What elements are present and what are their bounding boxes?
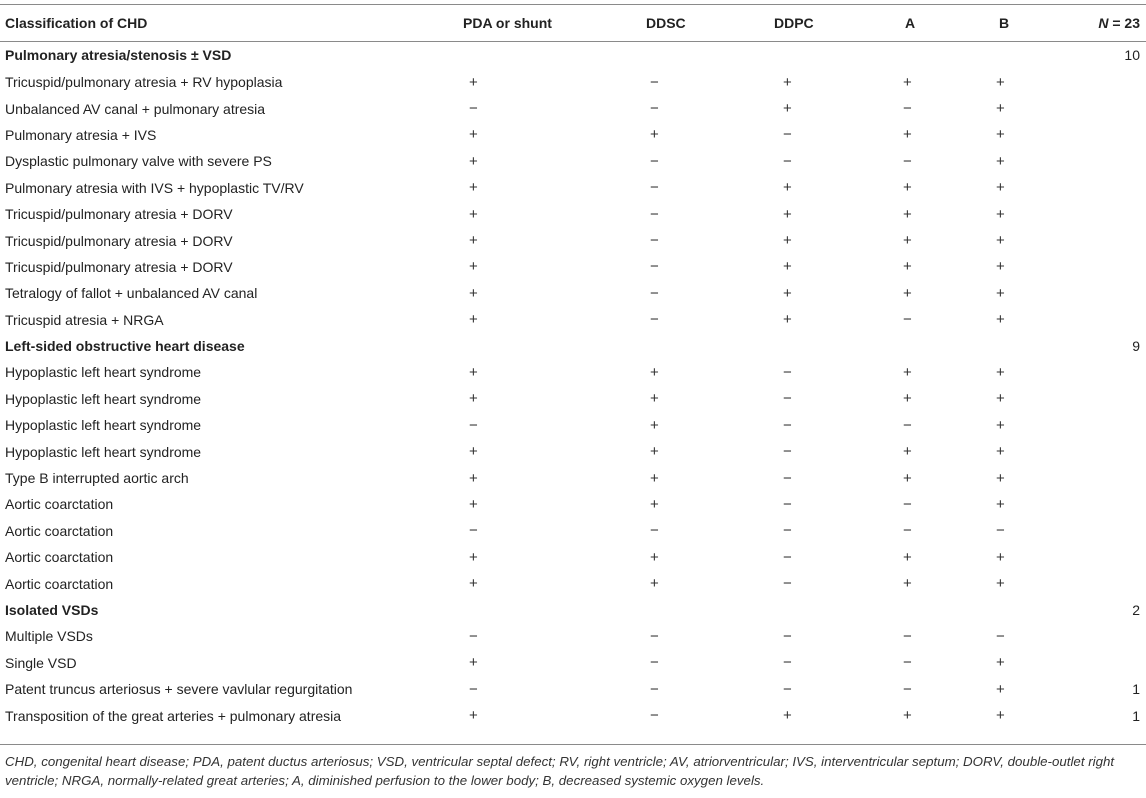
chd-classification-table	[0, 5, 1146, 729]
a-cell: +	[903, 232, 912, 250]
a-cell: +	[903, 390, 912, 408]
pda-cell: +	[469, 363, 478, 381]
a-cell: −	[903, 495, 912, 513]
count-cell	[1076, 175, 1146, 201]
ddsc-cell: −	[650, 284, 659, 302]
pda-cell: −	[469, 100, 478, 118]
header-n: N = 23	[1098, 15, 1140, 31]
b-cell: −	[996, 627, 1005, 645]
ddsc-cell: −	[650, 680, 659, 698]
count-cell	[1076, 412, 1146, 438]
row-label: Single VSD	[5, 654, 77, 671]
count-cell	[1076, 570, 1146, 596]
ddpc-cell: −	[783, 363, 792, 381]
pda-cell: +	[469, 469, 478, 487]
a-cell	[900, 333, 994, 359]
header-ddpc: DDPC	[774, 15, 814, 31]
ddpc-cell: +	[783, 179, 792, 197]
table-row	[0, 307, 1146, 333]
ddsc-cell: +	[650, 390, 659, 408]
ddpc-cell: −	[783, 126, 792, 144]
table-row	[0, 148, 1146, 174]
ddpc-cell: −	[783, 152, 792, 170]
row-label: Pulmonary atresia with IVS + hypoplastic TV/RV	[5, 179, 304, 196]
ddsc-cell: −	[650, 205, 659, 223]
table-row	[0, 69, 1146, 95]
ddsc-cell: −	[650, 73, 659, 91]
ddpc-cell: +	[783, 284, 792, 302]
pda-cell: +	[469, 258, 478, 276]
header-ddsc: DDSC	[646, 15, 686, 31]
row-label: Aortic coarctation	[5, 522, 114, 539]
count-cell	[1076, 518, 1146, 544]
ddpc-cell: −	[783, 495, 792, 513]
a-cell: +	[903, 205, 912, 223]
row-label: Tricuspid/pulmonary atresia + DORV	[5, 206, 233, 223]
count-cell	[1076, 386, 1146, 412]
count-cell	[1076, 359, 1146, 385]
ddsc-cell: −	[650, 232, 659, 250]
pda-cell: +	[469, 232, 478, 250]
row-label: Pulmonary atresia + IVS	[5, 126, 157, 143]
ddsc-cell: −	[650, 522, 659, 540]
ddpc-cell: +	[783, 258, 792, 276]
row-label: Hypoplastic left heart syndrome	[5, 390, 202, 407]
header-b: B	[999, 15, 1010, 31]
a-cell: −	[903, 311, 912, 329]
ddsc-cell	[646, 597, 774, 623]
count-cell	[1076, 491, 1146, 517]
ddsc-cell: +	[650, 443, 659, 461]
count-cell	[1076, 148, 1146, 174]
b-cell: +	[996, 654, 1005, 672]
header-a: A	[905, 15, 916, 31]
table-row	[0, 254, 1146, 280]
table-row	[0, 544, 1146, 570]
row-label: Hypoplastic left heart syndrome	[5, 417, 202, 434]
ddpc-cell: +	[783, 100, 792, 118]
table-row	[0, 386, 1146, 412]
row-label: Tricuspid/pulmonary atresia + DORV	[5, 258, 233, 275]
pda-cell: +	[469, 575, 478, 593]
ddsc-cell: +	[650, 575, 659, 593]
pda-cell: −	[469, 627, 478, 645]
ddsc-cell	[646, 333, 774, 359]
table-row	[0, 438, 1146, 464]
table-row	[0, 412, 1146, 438]
ddsc-cell: −	[650, 152, 659, 170]
count-cell: 2	[1132, 602, 1140, 618]
ddpc-cell: −	[783, 680, 792, 698]
a-cell: +	[903, 73, 912, 91]
count-cell	[1076, 69, 1146, 95]
ddpc-cell: −	[783, 469, 792, 487]
ddsc-cell: −	[650, 627, 659, 645]
table-row	[0, 227, 1146, 253]
count-cell: 10	[1124, 47, 1140, 63]
a-cell: −	[903, 100, 912, 118]
count-cell: 1	[1132, 681, 1140, 698]
ddsc-cell: +	[650, 416, 659, 434]
b-cell: +	[996, 258, 1005, 276]
table-row	[0, 623, 1146, 649]
table-row	[0, 650, 1146, 676]
ddpc-cell: −	[783, 627, 792, 645]
count-cell	[1076, 201, 1146, 227]
ddpc-cell	[774, 597, 900, 623]
ddsc-cell: −	[650, 311, 659, 329]
a-cell: −	[903, 416, 912, 434]
pda-cell: +	[469, 390, 478, 408]
a-cell: +	[903, 575, 912, 593]
pda-cell: +	[469, 707, 478, 725]
pda-cell: +	[469, 654, 478, 672]
pda-cell: +	[469, 205, 478, 223]
b-cell: +	[996, 152, 1005, 170]
table-footnote: CHD, congenital heart disease; PDA, patent ductus arteriosus; VSD, ventricular septal defect; RV, right ventricle; AV, atriorventricular; IVS, interventricular septum; DORV, double-outlet right ventricle; NRGA, normally-related great arteries; A, diminished perfusion to the lower body; B, decreased systemic oxygen levels.	[5, 754, 1115, 788]
ddsc-cell: −	[650, 258, 659, 276]
ddpc-cell	[774, 41, 900, 69]
count-cell	[1076, 438, 1146, 464]
pda-cell: −	[469, 680, 478, 698]
table-row	[0, 570, 1146, 596]
ddpc-cell: +	[783, 707, 792, 725]
ddpc-cell: +	[783, 205, 792, 223]
a-cell: −	[903, 654, 912, 672]
pda-cell: +	[469, 73, 478, 91]
row-label: Tricuspid atresia + NRGA	[5, 311, 164, 328]
count-cell	[1076, 122, 1146, 148]
row-label: Tricuspid/pulmonary atresia + DORV	[5, 232, 233, 249]
ddsc-cell: −	[650, 707, 659, 725]
a-cell: +	[903, 443, 912, 461]
pda-cell	[463, 333, 646, 359]
row-label: Transposition of the great arteries + pulmonary atresia	[5, 707, 342, 724]
b-cell: +	[996, 126, 1005, 144]
ddpc-cell: −	[783, 416, 792, 434]
header-classification: Classification of CHD	[5, 15, 148, 31]
header-pda: PDA or shunt	[463, 15, 552, 31]
b-cell: +	[996, 284, 1005, 302]
b-cell	[994, 333, 1076, 359]
row-label: Aortic coarctation	[5, 496, 114, 513]
row-label: Tetralogy of fallot + unbalanced AV canal	[5, 285, 258, 302]
pda-cell	[463, 41, 646, 69]
a-cell: −	[903, 680, 912, 698]
pda-cell: +	[469, 495, 478, 513]
bottom-rule	[0, 744, 1146, 745]
row-label: Multiple VSDs	[5, 628, 93, 645]
b-cell: +	[996, 311, 1005, 329]
ddsc-cell: −	[650, 100, 659, 118]
table-row	[0, 491, 1146, 517]
a-cell: +	[903, 126, 912, 144]
a-cell: +	[903, 548, 912, 566]
b-cell: +	[996, 416, 1005, 434]
count-cell	[1076, 280, 1146, 306]
table-row	[0, 518, 1146, 544]
row-label: Pulmonary atresia/stenosis ± VSD	[5, 47, 232, 63]
table-row	[0, 676, 1146, 702]
row-label: Unbalanced AV canal + pulmonary atresia	[5, 100, 266, 117]
ddsc-cell: −	[650, 179, 659, 197]
b-cell: +	[996, 205, 1005, 223]
group-row	[0, 41, 1146, 69]
a-cell: −	[903, 522, 912, 540]
count-cell	[1076, 650, 1146, 676]
row-label: Hypoplastic left heart syndrome	[5, 443, 202, 460]
count-cell: 9	[1132, 338, 1140, 355]
b-cell: +	[996, 390, 1005, 408]
count-cell	[1076, 95, 1146, 121]
row-label: Dysplastic pulmonary valve with severe PS	[5, 153, 272, 170]
a-cell: +	[903, 363, 912, 381]
row-label: Aortic coarctation	[5, 549, 114, 566]
row-label: Hypoplastic left heart syndrome	[5, 364, 202, 381]
ddpc-cell	[774, 333, 900, 359]
table-row	[0, 201, 1146, 227]
pda-cell: +	[469, 126, 478, 144]
ddpc-cell: −	[783, 443, 792, 461]
b-cell: +	[996, 179, 1005, 197]
pda-cell	[463, 597, 646, 623]
count-cell	[1076, 544, 1146, 570]
b-cell: −	[996, 522, 1005, 540]
pda-cell: +	[469, 548, 478, 566]
b-cell: +	[996, 363, 1005, 381]
row-label: Aortic coarctation	[5, 575, 114, 592]
ddpc-cell: +	[783, 311, 792, 329]
ddpc-cell: −	[783, 654, 792, 672]
ddsc-cell: +	[650, 126, 659, 144]
b-cell: +	[996, 73, 1005, 91]
b-cell: +	[996, 100, 1005, 118]
count-cell	[1076, 465, 1146, 491]
pda-cell: +	[469, 443, 478, 461]
ddpc-cell: +	[783, 232, 792, 250]
b-cell: +	[996, 680, 1005, 698]
b-cell: +	[996, 443, 1005, 461]
ddsc-cell: −	[650, 654, 659, 672]
b-cell: +	[996, 707, 1005, 725]
b-cell: +	[996, 495, 1005, 513]
a-cell: +	[903, 469, 912, 487]
count-cell	[1076, 227, 1146, 253]
group-row	[0, 333, 1146, 359]
row-label: Left-sided obstructive heart disease	[5, 338, 245, 355]
b-cell: +	[996, 232, 1005, 250]
ddsc-cell: +	[650, 469, 659, 487]
ddsc-cell: +	[650, 548, 659, 566]
a-cell: +	[903, 284, 912, 302]
a-cell	[900, 597, 994, 623]
pda-cell: +	[469, 284, 478, 302]
b-cell	[994, 41, 1076, 69]
count-cell: 1	[1132, 707, 1140, 724]
b-cell: +	[996, 575, 1005, 593]
a-cell: −	[903, 627, 912, 645]
count-cell	[1076, 307, 1146, 333]
ddsc-cell: +	[650, 363, 659, 381]
table-row	[0, 465, 1146, 491]
a-cell	[900, 41, 994, 69]
ddpc-cell: −	[783, 390, 792, 408]
row-label: Type B interrupted aortic arch	[5, 470, 189, 487]
ddpc-cell: −	[783, 575, 792, 593]
count-cell	[1076, 254, 1146, 280]
ddsc-cell	[646, 41, 774, 69]
pda-cell: −	[469, 522, 478, 540]
table-body	[0, 41, 1146, 729]
ddsc-cell: +	[650, 495, 659, 513]
table-row	[0, 702, 1146, 728]
table-row	[0, 122, 1146, 148]
a-cell: +	[903, 179, 912, 197]
a-cell: +	[903, 707, 912, 725]
pda-cell: +	[469, 311, 478, 329]
row-label: Isolated VSDs	[5, 602, 99, 618]
b-cell: +	[996, 548, 1005, 566]
ddpc-cell: −	[783, 522, 792, 540]
b-cell	[994, 597, 1076, 623]
table-row	[0, 280, 1146, 306]
a-cell: +	[903, 258, 912, 276]
ddpc-cell: −	[783, 548, 792, 566]
group-row	[0, 597, 1146, 623]
table-row	[0, 175, 1146, 201]
row-label: Tricuspid/pulmonary atresia + RV hypoplasia	[5, 74, 283, 91]
header-row	[0, 5, 1146, 41]
pda-cell: +	[469, 152, 478, 170]
pda-cell: −	[469, 416, 478, 434]
a-cell: −	[903, 152, 912, 170]
row-label: Patent truncus arteriosus + severe vavlular regurgitation	[5, 681, 353, 698]
count-cell	[1076, 623, 1146, 649]
table-row	[0, 359, 1146, 385]
b-cell: +	[996, 469, 1005, 487]
table-row	[0, 95, 1146, 121]
pda-cell: +	[469, 179, 478, 197]
ddpc-cell: +	[783, 73, 792, 91]
